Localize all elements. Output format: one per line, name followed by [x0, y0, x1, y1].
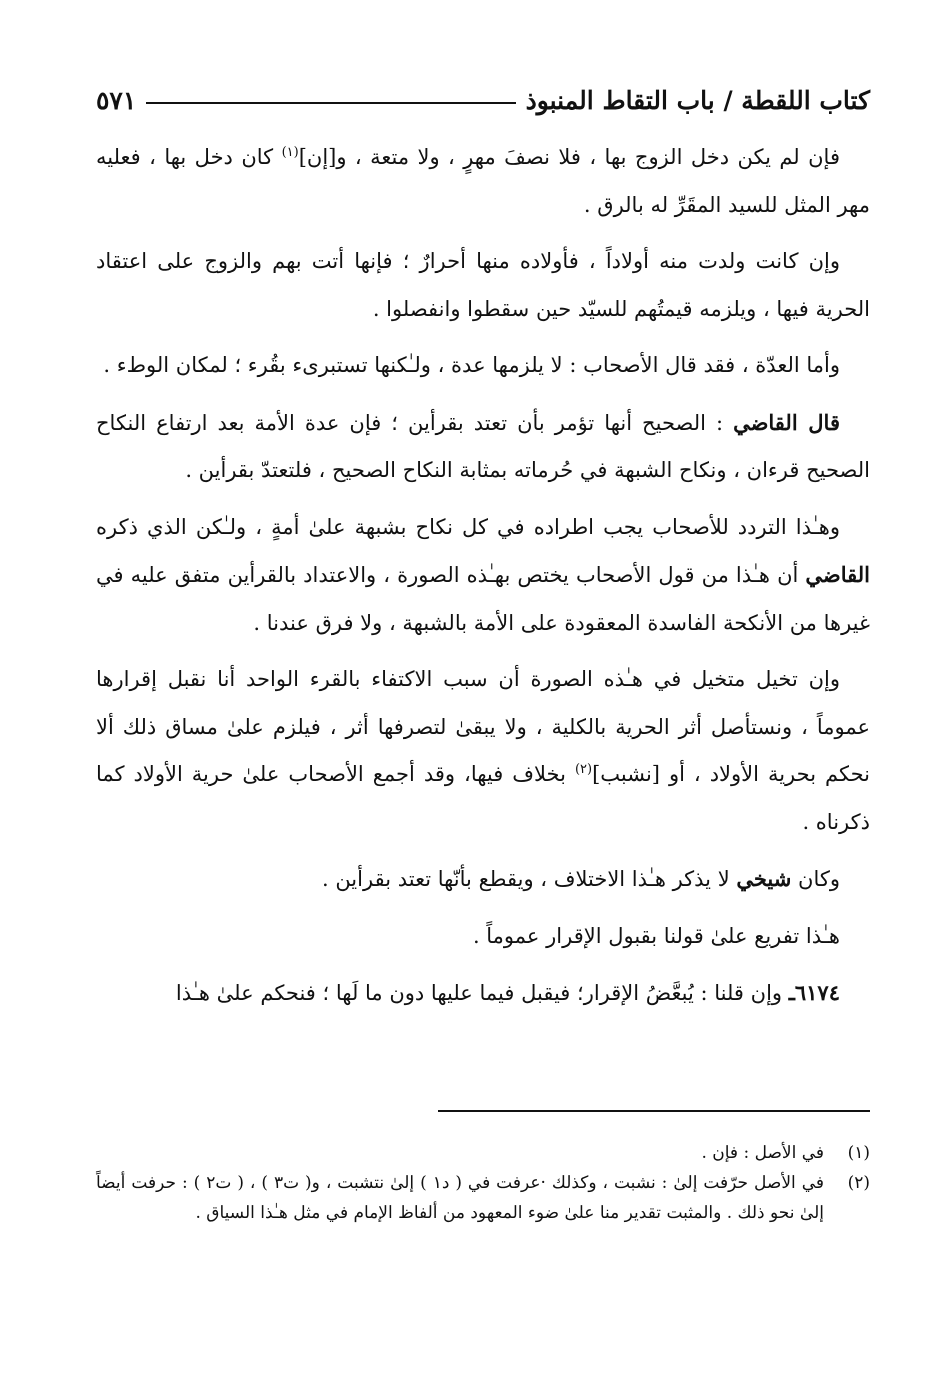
paragraph: وإن كانت ولدت منه أولاداً ، فأولاده منها أحرارٌ ؛ فإنها أتت بهم والزوج على اعتقاد الحرية فيها ، ويلزمه قيمتُهم للسيّد حين سقطوا وانفصلوا . — [96, 249, 870, 321]
footnote-rule — [438, 1110, 870, 1112]
paragraph-text: بخلاف فيها، وقد أجمع الأصحاب علىٰ حرية الأولاد كما ذكرناه . — [96, 762, 870, 834]
paragraph-text: كان دخل بها ، فعليه مهر المثل للسيد المقَرِّ له بالرق . — [96, 145, 870, 217]
footnote — [96, 1138, 870, 1168]
paragraph — [96, 399, 870, 495]
paragraph-text: أن هـٰذا من قول الأصحاب يختص بهـٰذه الصورة ، والاعتداد بالقرأين متفق عليه في غيرها من الأنكحة الفاسدة المعقودة على الأمة بالشبهة ، ولا فرق عندنا . — [96, 563, 870, 635]
chapter-title: كتاب اللقطة / باب التقاط المنبوذ — [525, 85, 870, 115]
footnote — [96, 1168, 870, 1228]
header-rule — [146, 102, 515, 104]
issue-number: ٦١٧٤ـ — [788, 980, 840, 1005]
footnote-text: في الأصل حرّفت إلىٰ : نشبت ، وكذلك ·عرفت في ( د١ ) إلىٰ نتشبت ، و( ت٣ ) ، ( ت٢ ) : حرفت أيضاً إلىٰ نحو ذلك . والمثبت تقدير منا علىٰ ضوء المعهود من ألفاظ الإمام في مثل هـٰذا السياق . — [96, 1173, 824, 1223]
paragraph: هـٰذا تفريع علىٰ قولنا بقبول الإقرار عموماً . — [472, 923, 840, 948]
paragraph — [96, 134, 870, 229]
scholar-name: شيخي — [736, 866, 792, 891]
paragraph — [96, 656, 870, 846]
paragraph: وأما العدّة ، فقد قال الأصحاب : لا يلزمها عدة ، ولـٰكنها تستبرىء بقُرء ؛ لمكان الوطء . — [103, 353, 840, 377]
paragraph-text: وإن قلنا : يُبعَّضُ الإقرار؛ فيقبل فيما عليها دون ما لَها ؛ فنحكم علىٰ هـٰذا — [175, 981, 789, 1005]
main-text — [96, 134, 870, 1018]
footnote-marker: (٢) — [574, 762, 593, 777]
paragraph — [96, 855, 870, 904]
paragraph-text: : الصحيح أنها تؤمر بأن تعتد بقرأين ؛ فإن عدة الأمة بعد ارتفاع النكاح الصحيح قرءان ، ونكاح الشبهة في حُرماته بمثابة النكاح الصحيح ، فلتعتدّ بقرأين . — [96, 410, 870, 482]
footnote-number: (٢) — [847, 1173, 870, 1193]
footnotes — [96, 1138, 870, 1228]
footnote-number: (١) — [847, 1143, 870, 1163]
footnote-text: في الأصل : فإن . — [701, 1143, 824, 1163]
footnote-marker: (١) — [281, 145, 299, 160]
paragraph-text: وهـٰذا التردد للأصحاب يجب اطراده في كل نكاح بشبهة علىٰ أمةٍ ، ولـٰكن الذي ذكره — [96, 514, 840, 539]
paragraph-text: لا يذكر هـٰذا الاختلاف ، ويقطع بأنّها تعتد بقرأين . — [321, 867, 737, 891]
scholar-name: القاضي — [805, 562, 870, 587]
page-number: ٥٧١ — [96, 85, 137, 115]
issue-paragraph — [96, 969, 870, 1018]
paragraph-text: وكان — [791, 867, 840, 891]
paragraph-text: فإن لم يكن دخل الزوج بها ، فلا نصفَ مهرٍ ، ولا متعة ، و[إن] — [298, 145, 840, 169]
paragraph-text: وإن تخيل متخيل في هـٰذه الصورة أن سبب الاكتفاء بالقرء الواحد أنا نقبل إقرارها عموماً ، ونستأصل أثر الحرية بالكلية ، ولا يبقىٰ لتصرفها أثر ، فيلزم علىٰ مساق ذلك ألا نحكم بحرية الأولاد ، أو [نشبب] — [96, 667, 870, 786]
running-header — [96, 78, 870, 122]
paragraph — [96, 504, 870, 648]
scholar-name: قال القاضي — [733, 409, 840, 435]
